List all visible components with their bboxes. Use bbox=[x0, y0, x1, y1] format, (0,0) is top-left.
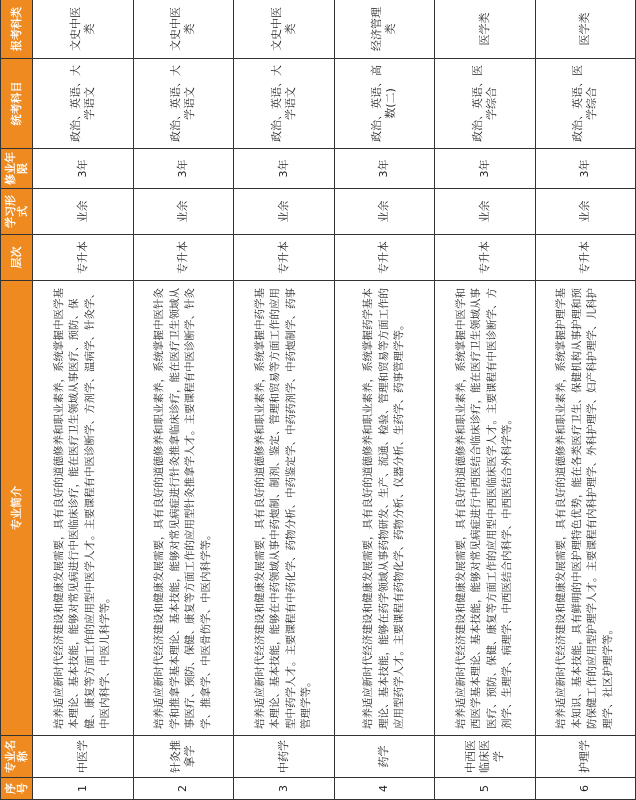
header-desc: 专业简介 bbox=[1, 281, 33, 736]
row-level: 专升本 bbox=[334, 235, 435, 281]
row-index: 4 bbox=[334, 778, 435, 800]
row-category: 文史中医类 bbox=[33, 0, 134, 59]
row-index: 5 bbox=[435, 778, 536, 800]
row-desc: 培养适应新时代经济建设和健康发展需要，具有良好的道德修养和职业素养，系统掌握中医学基本理论、基本技能，能够对常见病进行中医临床诊疗，能在医疗卫生领域从事医疗、预防、保健、康复等方面工作的应用型中医学人才。主要课程有中医诊断学、方剂学、温病学、针灸学、中医内科学、中医儿科学等。 bbox=[33, 281, 134, 736]
table-row bbox=[435, 0, 536, 800]
table-row bbox=[133, 0, 234, 800]
row-form: 业余 bbox=[33, 189, 134, 235]
row-years: 3年 bbox=[334, 149, 435, 189]
header-years: 修业年限 bbox=[1, 149, 33, 189]
row-form: 业余 bbox=[535, 189, 636, 235]
row-exam: 政治、英语、大学语文 bbox=[33, 59, 134, 149]
row-form: 业余 bbox=[234, 189, 335, 235]
header-form: 学习形式 bbox=[1, 189, 33, 235]
row-name: 针灸推拿学 bbox=[133, 736, 234, 778]
table-row bbox=[234, 0, 335, 800]
row-category: 经济管理类 bbox=[334, 0, 435, 59]
row-category: 文史中医类 bbox=[133, 0, 234, 59]
row-name: 护理学 bbox=[535, 736, 636, 778]
row-years: 3年 bbox=[133, 149, 234, 189]
row-level: 专升本 bbox=[234, 235, 335, 281]
row-index: 1 bbox=[33, 778, 134, 800]
row-years: 3年 bbox=[535, 149, 636, 189]
row-years: 3年 bbox=[234, 149, 335, 189]
row-level: 专升本 bbox=[33, 235, 134, 281]
header-index: 序号 bbox=[1, 778, 33, 800]
row-desc: 培养适应新时代经济建设和健康发展需要，具有良好的道德修养和职业素养，系统掌握中医针灸学和推拿学基本理论、基本技能，能够对常见病症进行针灸推拿临床诊疗，能在医疗卫生领域从事医疗、预防、保健、康复等方面工作的应用型针灸推拿学人才。主要课程有中医诊断学、针灸学、推拿学、中医骨伤学、中医内科学等。 bbox=[133, 281, 234, 736]
row-years: 3年 bbox=[435, 149, 536, 189]
header-category: 报考科类 bbox=[1, 0, 33, 59]
row-name: 中药学 bbox=[234, 736, 335, 778]
row-exam: 政治、英语、医学综合 bbox=[435, 59, 536, 149]
row-index: 3 bbox=[234, 778, 335, 800]
table-row bbox=[334, 0, 435, 800]
row-category: 文史中医类 bbox=[234, 0, 335, 59]
row-exam: 政治、英语、医学综合 bbox=[535, 59, 636, 149]
row-exam: 政治、英语、高数(二) bbox=[334, 59, 435, 149]
row-name: 中医学 bbox=[33, 736, 134, 778]
row-level: 专升本 bbox=[535, 235, 636, 281]
header-exam: 统考科目 bbox=[1, 59, 33, 149]
row-name: 中西医临床医学 bbox=[435, 736, 536, 778]
row-name: 药学 bbox=[334, 736, 435, 778]
row-desc: 培养适应新时代经济建设和健康发展需要，具有良好的道德修养和职业素养，系统掌握护理学基本知识、基本技能，具有鲜明的中医护理特色优势，能在各类医疗卫生、保健机构从事护理和预防保健工作的应用型护理学人才。主要课程有内科护理学、外科护理学、妇产科护理学、儿科护理学、社区护理学等。 bbox=[535, 281, 636, 736]
row-index: 2 bbox=[133, 778, 234, 800]
table-header bbox=[1, 0, 33, 800]
row-desc: 培养适应新时代经济建设和健康发展需要，具有良好的道德修养和职业素养，系统掌握药学基本理论、基本技能，能够在药学领域从事药物研发、生产、流通、检验、管理和贸易等方面工作的应用型药学人才。主要课程有药物化学、药物分析、仪器分析、生药学、药事管理学等。 bbox=[334, 281, 435, 736]
row-form: 业余 bbox=[133, 189, 234, 235]
row-category: 医学类 bbox=[435, 0, 536, 59]
row-exam: 政治、英语、大学语文 bbox=[133, 59, 234, 149]
row-form: 业余 bbox=[334, 189, 435, 235]
table-row bbox=[33, 0, 134, 800]
row-desc: 培养适应新时代经济建设和健康发展需要，具有良好的道德修养和职业素养，系统掌握中药学基本理论、基本技能，能够在中药领域从事中药炮制、制剂、鉴定、管理和贸易等方面工作的应用型中药学人才。主要课程有中药化学、药物分析、中药鉴定学、中药药剂学、中药炮制学、药事管理学等。 bbox=[234, 281, 335, 736]
table-row bbox=[535, 0, 636, 800]
header-level: 层次 bbox=[1, 235, 33, 281]
row-level: 专升本 bbox=[435, 235, 536, 281]
row-exam: 政治、英语、大学语文 bbox=[234, 59, 335, 149]
row-category: 医学类 bbox=[535, 0, 636, 59]
row-level: 专升本 bbox=[133, 235, 234, 281]
row-form: 业余 bbox=[435, 189, 536, 235]
header-name: 专业名称 bbox=[1, 736, 33, 778]
row-desc: 培养适应新时代经济建设和健康发展需要，具有良好的道德修养和职业素养，系统掌握中医学和西医学基本理论、基本技能，能够对常见病症进行中西医结合临床诊疗，能在医疗卫生领域从事医疗、预防、保健、康复等方面工作的应用型中西医临床医学人才。主要课程有中医诊断学、方剂学、生理学、病理学、中西医结合内科学、中西医结合外科学等。 bbox=[435, 281, 536, 736]
row-index: 6 bbox=[535, 778, 636, 800]
row-years: 3年 bbox=[33, 149, 134, 189]
